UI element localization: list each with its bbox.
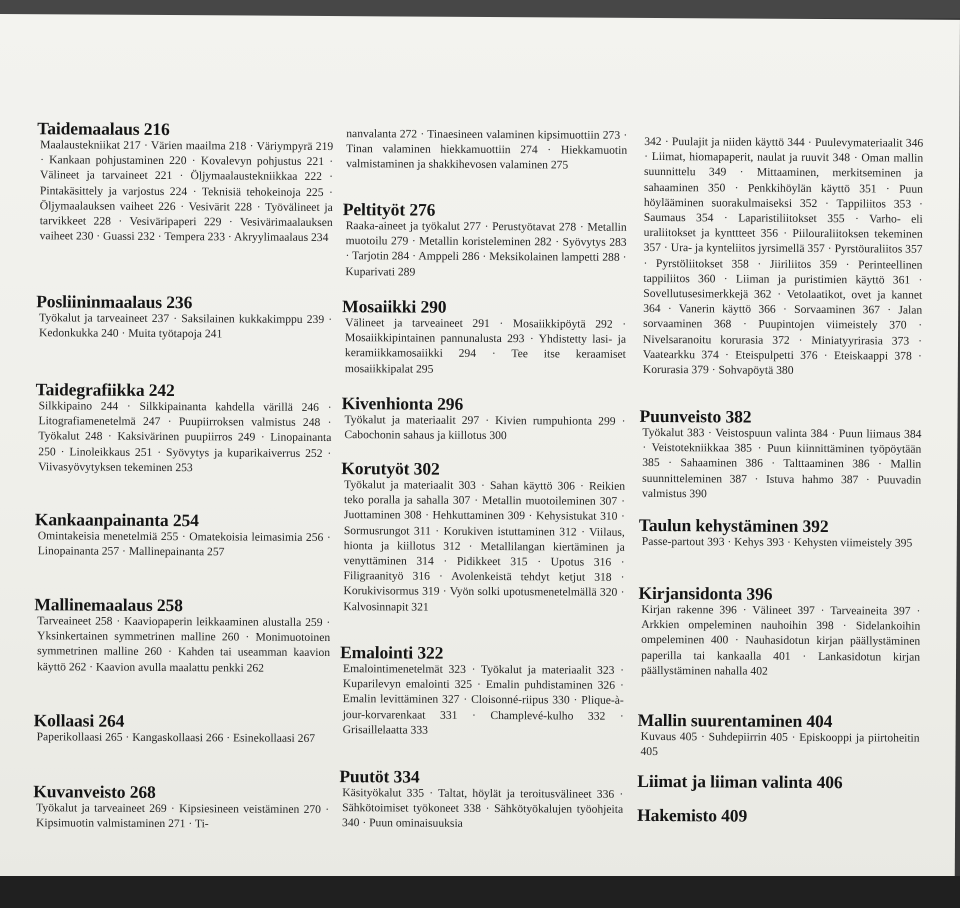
section-text: Kuvaus 405 · Suhdepiirrin 405 · Episkooppi ja piirtoheitin 405 — [640, 729, 920, 759]
section-heading: Peltityöt 276 — [342, 199, 436, 220]
toc-entry-korutyot — [340, 458, 625, 616]
toc-entry-mallinemaalaus — [34, 594, 330, 676]
section-heading: Taidegrafiikka 242 — [35, 379, 175, 401]
toc-entry-continuation — [343, 126, 627, 173]
section-text: nanvalanta 272 · Tinaesineen valaminen kipsimuottiin 273 · Tinan valaminen hiekkamuottiin 274 · Hiekkamuotin valmistaminen ja shakkihevosen valaminen 275 — [346, 127, 628, 172]
section-heading: Emalointi 322 — [340, 642, 444, 663]
toc-entry-kollaasi — [34, 710, 330, 746]
section-text: Kirjan rakenne 396 · Välineet 397 · Tarveaineita 397 · Arkkien ompeleminen nauhoihin 398 · Sidelankoihin ompeleminen 400 · Nauhasidotun kirjan päällystäminen paperilla tai kankaalla 401 · Lankasidotun kirjan päällystäminen nahalla 402 — [640, 602, 921, 678]
toc-entry-mosaiikki — [342, 296, 626, 378]
section-heading: Kollaasi 264 — [33, 710, 125, 731]
toc-entry-continuation — [640, 134, 923, 379]
toc-entry-kivenhionta — [341, 393, 625, 444]
column-3 — [637, 18, 924, 826]
toc-entry-puunveisto — [639, 406, 922, 503]
section-heading: Kuvanveisto 268 — [33, 781, 156, 802]
section-text: Käsityökalut 335 · Taltat, höylät ja teroitusvälineet 336 · Sähkötoimiset työkoneet 338 · Sähkötyökalujen työohjeita 340 · Puun ominaisuuksia — [342, 786, 624, 831]
section-heading: Taulun kehystäminen 392 — [638, 514, 829, 537]
section-heading: Posliininmaalaus 236 — [36, 291, 193, 313]
toc-entry-kankaanpainanta — [35, 509, 331, 560]
toc-entry-taidemaalaus — [37, 118, 334, 245]
section-text: Työkalut ja tarveaineet 269 · Kipsiesineen veistäminen 270 · Kipsimuotin valmistaminen 271 · Ti- — [36, 801, 330, 831]
section-heading: Puunveisto 382 — [639, 405, 752, 427]
toc-entry-liimat — [637, 771, 919, 793]
toc-entry-kirjansidonta — [638, 583, 921, 680]
section-heading: Kivenhionta 296 — [341, 393, 464, 414]
section-text: Silkkipaino 244 · Silkkipainanta kahdella värillä 246 · Litografiamenetelmä 247 · Puupiirroksen valmistus 248 · Työkalut 248 · Kaksivärinen puupiirros 249 · Linopainanta 250 · Linoleikkaus 251 · Syövytys ja kuparikaiverrus 252 · Viivasyövytyksen tekeminen 253 — [38, 399, 332, 474]
section-heading: Kirjansidonta 396 — [638, 582, 773, 604]
section-text: Paperikollaasi 265 · Kangaskollaasi 266 · Esinekollaasi 267 — [36, 730, 316, 745]
section-text: Omintakeisia menetelmiä 255 · Omatekoisia leimasimia 256 · Linopainanta 257 · Mallinepainanta 257 — [37, 529, 331, 559]
toc-entry-hakemisto — [637, 805, 919, 827]
section-heading: Hakemisto 409 — [637, 804, 748, 826]
toc-entry-emalointi — [340, 642, 625, 739]
toc-entry-mallin-suurentaminen — [637, 710, 919, 761]
section-text: Maalaustekniikat 217 · Värien maailma 218 · Väriympyrä 219 · Kankaan pohjustaminen 220 · Kovalevyn pohjustus 221 · Välineet ja tarvaineet 221 · Öljymaalaustekniikkaa 222 · Pintakäsittely ja varjostus 224 · Teknisiä tehokeinoja 225 · Öljymaalauksen vaiheet 226 · Vesivärit 228 · Työvälineet ja tarvikkeet 228 · Vesiväripaperi 229 · Vesivärimaalauksen vaiheet 230 · Guassi 232 · Tempera 233 · Akryylimaalaus 234 — [39, 138, 334, 245]
section-text: Välineet ja tarveaineet 291 · Mosaiikkipöytä 292 · Mosaiikkipintainen pannunalusta 293 · Yhdistetty lasi- ja keramiikkamosaiikki 294 · Tee itse keraamiset mosaiikkipalat 295 — [344, 316, 627, 376]
section-heading: Mallinemaalaus 258 — [34, 594, 183, 616]
section-text: Passe-partout 393 · Kehys 393 · Kehysten viimeistely 395 — [641, 534, 913, 550]
section-heading: Mallin suurentaminen 404 — [637, 709, 833, 732]
section-text: Tarveaineet 258 · Kaaviopaperin leikkaaminen alustalla 259 · Yksinkertainen symmetrinen malline 260 · Monimuotoinen symmetrinen malline 260 · Kahden tai useamman kaavion käyttö 262 · Kaavion avulla maalattu penkki 262 — [36, 614, 331, 675]
section-text: Työkalut ja materiaalit 297 · Kivien rumpuhionta 299 · Cabochonin sahaus ja kiillotus 300 — [344, 413, 626, 443]
book-page — [0, 14, 960, 886]
section-text: Työkalut 383 · Veistospuun valinta 384 · Puun liimaus 384 · Veistotekniikkaa 385 · Puun kiinnittäminen työpöytään 385 · Sahaaminen 386 · Talttaaminen 386 · Mallin suunnitteleminen 387 · Istuva hahmo 387 · Puuvadin valmistus 390 — [642, 425, 922, 501]
toc-entry-posliininmaalaus — [36, 291, 332, 342]
toc-entry-taulun-kehystaminen — [639, 515, 921, 551]
toc-entry-peltityot — [342, 199, 626, 281]
section-heading: Liimat ja liiman valinta 406 — [637, 770, 843, 793]
bottom-edge — [0, 876, 960, 908]
section-text: Työkalut ja materiaalit 303 · Sahan käyttö 306 · Reikien teko poralla ja sahalla 307 · Metallin muotoileminen 307 · Juottaminen 308 · Hehkuttaminen 309 · Kehysistukat 310 · Sormusrungot 311 · Korukiven istuttaminen 312 · Viilaus, hionta ja kiillotus 312 · Metallilangan kiertäminen ja venyttäminen 314 · Pidikkeet 315 · Upotus 316 · Filigraanityö 316 · Avolenkeistä tehdyt ketjut 318 · Korukivisormus 319 · Vyön solki upotusmenetelmällä 320 · Kalvosinnapit 321 — [343, 478, 626, 614]
section-heading: Taidemaalaus 216 — [37, 118, 170, 140]
section-text: Raaka-aineet ja työkalut 277 · Perustyötavat 278 · Metallin muotoilu 279 · Metallin koristeleminen 282 · Syövytys 283 · Tarjotin 284 · Amppeli 286 · Meksikolainen lampetti 288 · Kuparivati 289 — [345, 219, 627, 279]
toc-entry-puutot — [339, 766, 623, 832]
section-text: Työkalut ja tarveaineet 237 · Saksilainen kukkakimppu 239 · Kedonkukka 240 · Muita työtapoja 241 — [39, 311, 333, 341]
section-heading: Korutyöt 302 — [341, 458, 440, 479]
toc-entry-taidegrafiikka — [35, 379, 332, 476]
section-heading: Mosaiikki 290 — [342, 296, 447, 317]
section-heading: Puutöt 334 — [339, 766, 420, 787]
section-text: 342 · Puulajit ja niiden käyttö 344 · Puulevymateriaalit 346 · Liimat, hiomapaperit, naulat ja ruuvit 348 · Oman mallin suunnittelu 349 · Mittaaminen, merkitseminen ja sahaaminen 350 · Penkkihöylän käyttö 351 · Puun höylääminen suorakulmaiseksi 352 · Tappiliitos 353 · Saumaus 354 · Laparistiliitokset 355 · Varho- eli uraliitokset ja kynttteet 356 · Piilouraliitoksen tekeminen 357 · Ura- ja kynteliitos jyrsimellä 357 · Pyrstöuraliitos 357 · Pyrstöliitokset 358 · Jiiriliitos 359 · Perinteellinen tappiliitos 360 · Liiman ja puristimien käyttö 361 · Sovellutusesimerkkejä 362 · Vetolaatikot, ovet ja kannet 364 · Vanerin käyttö 366 · Sorvaaminen 367 · Jalan sorvaaminen 368 · Puupintojen viimeistely 370 · Nivelsaranoitu korurasia 372 · Miniatyyrirasia 373 · Vaatearkku 374 · Eteispulpetti 376 · Eteiskaappi 378 · Korurasia 379 · Sohvapöytä 380 — [642, 134, 924, 377]
section-heading: Kankaanpainanta 254 — [34, 509, 199, 531]
toc-entry-kuvanveisto — [33, 781, 329, 832]
section-text: Emalointimenetelmät 323 · Työkalut ja materiaalit 323 · Kuparilevyn emalointi 325 · Emalin puhdistaminen 326 · Emalin levittäminen 327 · Cloisonné-riipus 330 · Plique-à-jour-korvarenkaat 331 · Champlevé-kulho 332 · Grisaillelaatta 333 — [342, 662, 625, 737]
